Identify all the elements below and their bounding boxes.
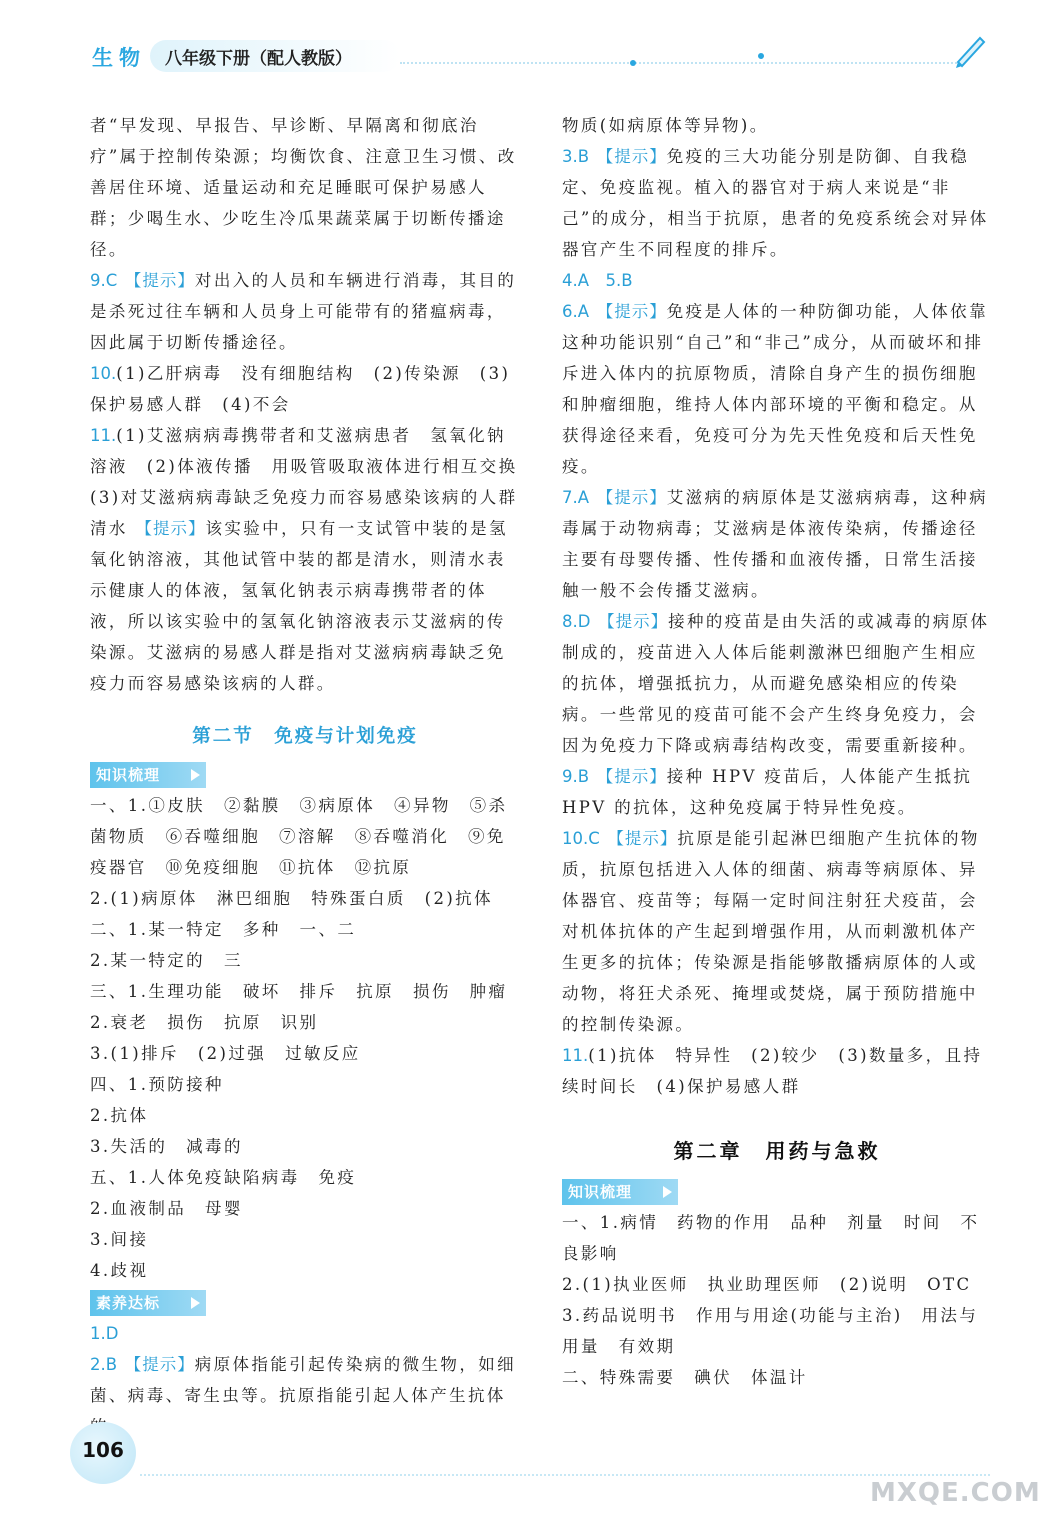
knowledge-line: 2.衰老 损伤 抗原 识别 [90,1013,319,1032]
knowledge-line: 2.(1)病原体 淋巴细胞 特殊蛋白质 (2)抗体 [90,889,493,908]
answer-text: 该实验中，只有一支试管中装的是氢氧化钠溶液，其他试管中装的都是清水，则清水表示健康人的体液，氢氧化钠表示病毒携带者的体液，所以该实验中的氢氧化钠溶液表示艾滋病的传染源。艾滋病的易感人群是指对艾滋病病毒缺乏免疫力而容易感染该病的人群。 [90,519,508,693]
hint-label: 【提示】 [135,519,206,538]
subject-title: 生物 [92,46,146,70]
knowledge-line: 2.血液制品 母婴 [90,1199,243,1218]
answer-11 [90,420,537,699]
answer-continued: 物质(如病原体等异物)。 [562,116,769,135]
answer-number: 2.B [90,1355,118,1374]
tag-label: 知识梳理 [568,1183,633,1201]
knowledge-line: 二、1.某一特定 多种 一、二 [90,920,357,939]
answer-number: 11. [562,1046,589,1065]
answer-7 [562,482,992,606]
hint-label: 【提示】 [607,829,678,848]
answer-number: 1.D [90,1324,119,1343]
tag-label: 知识梳理 [96,766,161,784]
triangle-right-icon [191,769,200,781]
answer-paragraph: 者“早发现、早报告、早诊断、早隔离和彻底治疗”属于控制传染源；均衡饮食、注意卫生习惯、改善居住环境、适量运动和充足睡眠可保护易感人群；少喝生水、少吃生冷瓜果蔬菜属于切断传播途径。 [90,116,517,259]
triangle-right-icon [663,1186,672,1198]
knowledge-line: 四、1.预防接种 [90,1075,224,1094]
tag-practice [90,1290,206,1316]
answer-11 [562,1040,992,1102]
answer-1 [90,1318,520,1349]
answer-text: (1)艾滋病病毒携带者和艾滋病患者 氢氧化钠溶液 (2)体液传播 用吸管吸取液体进行相互交换 (3)对艾滋病病毒缺乏免疫力而容易感染该病的人群 清水 [90,426,537,538]
tag-knowledge [562,1179,678,1205]
chapter-title: 第二章 用药与急救 [673,1139,881,1163]
knowledge-line: 三、1.生理功能 破坏 排斥 抗原 损伤 肿瘤 [90,982,508,1001]
page-number: 106 [82,1438,124,1462]
triangle-right-icon [191,1297,200,1309]
header-dot [758,53,764,59]
answer-number: 11. [90,426,117,445]
hint-label: 【提示】 [596,488,667,507]
knowledge-line: 3.间接 [90,1230,149,1249]
hint-label: 【提示】 [598,612,669,631]
answer-text: 免疫是人体的一种防御功能，人体依靠这种功能识别“自己”和“非己”成分，从而破坏和排斥进入体内的抗原物质，清除自身产生的损伤细胞和肿瘤细胞，维持人体内部环境的平衡和稳定。从获得途径来看，免疫可分为先天性免疫和后天性免疫。 [562,302,988,476]
footer-dotted-line [140,1474,990,1476]
header-dotted-line [400,62,960,64]
knowledge-line: 4.歧视 [90,1261,149,1280]
hint-label: 【提示】 [596,302,667,321]
answer-number: 4.A 5.B [562,271,633,290]
knowledge-line: 一、1.病情 药物的作用 品种 剂量 时间 不良影响 [562,1213,980,1263]
tag-knowledge [90,762,206,788]
hint-label: 【提示】 [124,1355,195,1374]
answer-text: 对出入的人员和车辆进行消毒，其目的是杀死过往车辆和人员身上可能带有的猪瘟病毒，因此属于切断传播途径。 [90,271,517,352]
answer-text: 免疫的三大功能分别是防御、自我稳定、免疫监视。植入的器官对于病人来说是“非己”的成分，相当于抗原，患者的免疫系统会对异体器官产生不同程度的排斥。 [562,147,989,259]
header-dot [630,60,636,66]
hint-label: 【提示】 [596,767,667,786]
hint-label: 【提示】 [596,147,667,166]
knowledge-line: 2.抗体 [90,1106,149,1125]
answer-text: 抗原是能引起淋巴细胞产生抗体的物质，抗原包括进入人体的细菌、病毒等病原体、异体器官、疫苗等；每隔一定时间注射狂犬疫苗，会对机体抗体的产生起到增强作用，从而刺激机体产生更多的抗体；传染源是指能够散播病原体的人或动物，将狂犬杀死、掩埋或焚烧，属于预防措施中的控制传染源。 [562,829,980,1034]
knowledge-line: 3.失活的 减毒的 [90,1137,243,1156]
answer-9 [562,761,992,823]
answer-number: 9.C [90,271,118,290]
answer-text: 病原体指能引起传染病的微生物，如细菌、病毒、寄生虫等。抗原指能引起人体产生抗体 [90,1355,517,1405]
answer-9 [90,265,520,358]
answer-3 [562,141,992,265]
answer-2 [90,1349,520,1442]
answer-6 [562,296,992,482]
knowledge-line: 二、特殊需要 碘伏 体温计 [562,1368,808,1387]
watermark: MXQE.COM [870,1478,1041,1508]
answer-number: 10. [90,364,117,383]
page-header [0,0,1051,80]
knowledge-line: 3.(1)排斥 (2)过强 过敏反应 [90,1044,361,1063]
answer-number: 6.A [562,302,590,321]
section-title: 第二节 免疫与计划免疫 [192,726,418,747]
left-column [90,110,537,1442]
knowledge-line: 3.药品说明书 作用与用途(功能与主治) 用法与用量 有效期 [562,1306,979,1356]
answer-10 [562,823,992,1040]
answer-number: 10.C [562,829,600,848]
hint-label: 【提示】 [124,271,195,290]
answer-8 [562,606,992,761]
answer-number: 7.A [562,488,590,507]
knowledge-line: 2.(1)执业医师 执业助理医师 (2)说明 OTC [562,1275,972,1294]
right-column [562,110,992,1393]
answer-text: (1)抗体 特异性 (2)较少 (3)数量多，且持续时间长 (4)保护易感人群 [562,1046,983,1096]
pen-icon [950,30,990,70]
answer-number: 9.B [562,767,590,786]
knowledge-line: 一、1.①皮肤 ②黏膜 ③病原体 ④异物 ⑤杀菌物质 ⑥吞噬细胞 ⑦溶解 ⑧吞噬消化 ⑨免疫器官 ⑩免疫细胞 ⑪抗体 ⑫抗原 [90,796,508,877]
answer-text: 接种 HPV 疫苗后，人体能产生抵抗 HPV 的抗体，这种免疫属于特异性免疫。 [562,767,973,817]
knowledge-line: 2.某一特定的 三 [90,951,243,970]
answer-text: 艾滋病的病原体是艾滋病病毒，这种病毒属于动物病毒；艾滋病是体液传染病，传播途径主要有母婴传播、性传播和血液传播，日常生活接触一般不会传播艾滋病。 [562,488,988,600]
answer-4-5 [562,265,992,296]
answer-text: 接种的疫苗是由失活的或减毒的病原体制成的，疫苗进入人体后能刺激淋巴细胞产生相应的抗体，增强抵抗力，从而避免感染相应的传染病。一些常见的疫苗可能不会产生终身免疫力，会因为免疫力下降或病毒结构改变，需要重新接种。 [562,612,990,755]
answer-10 [90,358,520,420]
answer-text: (1)乙肝病毒 没有细胞结构 (2)传染源 (3)保护易感人群 (4)不会 [90,364,511,414]
tag-label: 素养达标 [96,1294,161,1312]
answer-number: 8.D [562,612,591,631]
grade-label: 八年级下册（配人教版） [165,49,352,69]
knowledge-line: 五、1.人体免疫缺陷病毒 免疫 [90,1168,357,1187]
answer-number: 3.B [562,147,590,166]
